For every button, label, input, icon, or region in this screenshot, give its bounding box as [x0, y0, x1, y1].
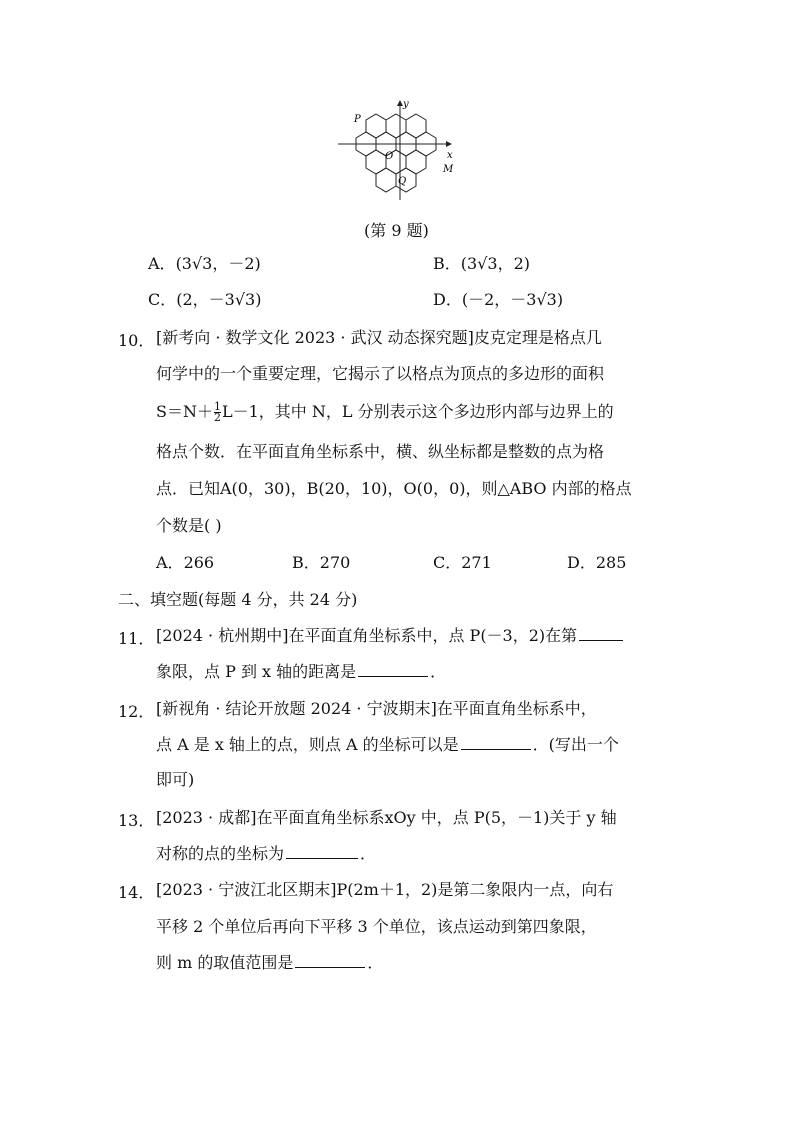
label-m: M: [443, 164, 454, 175]
q9-option-b: B．(3√3，2): [433, 254, 530, 273]
q9-option-c: C．(2，－3√3): [148, 290, 262, 309]
q9-option-d: D．(－2，－3√3): [433, 290, 564, 309]
q14-line1: [2023 · 宁波江北区期末]P(2m＋1，2)是第二象限内一点，向右: [156, 880, 614, 899]
q10-line6: 个数是( ): [156, 516, 222, 535]
q14-line2: 平移 2 个单位后再向下平移 3 个单位，该点运动到第四象限，: [156, 917, 597, 936]
q13-line1: [2023 · 成都]在平面直角坐标系xOy 中，点 P(5，－1)关于 y 轴: [156, 808, 617, 827]
q13-number: 13．: [118, 811, 155, 830]
section-title: 二、填空题(每题 4 分，共 24 分): [118, 590, 358, 609]
q10-line1: [新考向 · 数学文化 2023 · 武汉 动态探究题]皮克定理是格点几: [156, 328, 602, 347]
q12-blank: [461, 748, 531, 750]
q11-line1: [2024 · 杭州期中]在平面直角坐标系中，点 P(－3，2)在第: [156, 626, 625, 646]
label-q: Q: [398, 176, 407, 187]
figure-caption: (第 9 题): [364, 221, 429, 240]
hexagon-grid-figure: [330, 92, 470, 212]
q11-number: 11．: [118, 629, 155, 648]
q12-line3: 即可): [156, 770, 195, 789]
q10-number: 10．: [118, 331, 155, 350]
q10-option-b: B．270: [292, 553, 351, 572]
q10-line3: S＝N＋ $\frac{1}{2}$ L－1，其中 N，L 分别表示这个多边形内部与边界上的: [156, 400, 614, 424]
q10-line5: 点．已知A(0，30)，B(20，10)，O(0，0)，则△ABO 内部的格点: [156, 479, 632, 498]
q12-line2: 点 A 是 x 轴上的点，则点 A 的坐标可以是 ．(写出一个: [156, 735, 619, 754]
q12-line1: [新视角 · 结论开放题 2024 · 宁波期末]在平面直角坐标系中，: [156, 699, 597, 718]
q10-option-d: D．285: [567, 553, 627, 572]
label-o: O: [385, 151, 394, 162]
q10-line2: 何学中的一个重要定理，它揭示了以格点为顶点的多边形的面积: [156, 364, 605, 383]
label-p: P: [354, 114, 361, 125]
fraction-half: $\frac{1}{2}$: [213, 400, 221, 424]
q9-option-a: A．(3√3，－2): [148, 254, 261, 273]
q11-blank-1: [579, 639, 623, 641]
label-x: x: [447, 150, 453, 161]
label-y: y: [403, 99, 409, 110]
q10-line4: 格点个数．在平面直角坐标系中，横、纵坐标都是整数的点为格: [156, 442, 605, 461]
q10-option-a: A．266: [156, 553, 215, 572]
q12-number: 12．: [118, 702, 155, 721]
q14-number: 14．: [118, 883, 155, 902]
q13-line2: 对称的点的坐标为 ．: [156, 844, 377, 863]
q13-blank: [286, 857, 358, 859]
q10-option-c: C．271: [433, 553, 492, 572]
q11-blank-2: [358, 675, 428, 677]
q14-blank: [295, 966, 365, 968]
q14-line3: 则 m 的取值范围是 ．: [156, 953, 384, 972]
q11-line2: 象限，点 P 到 x 轴的距离是 ．: [156, 662, 447, 681]
